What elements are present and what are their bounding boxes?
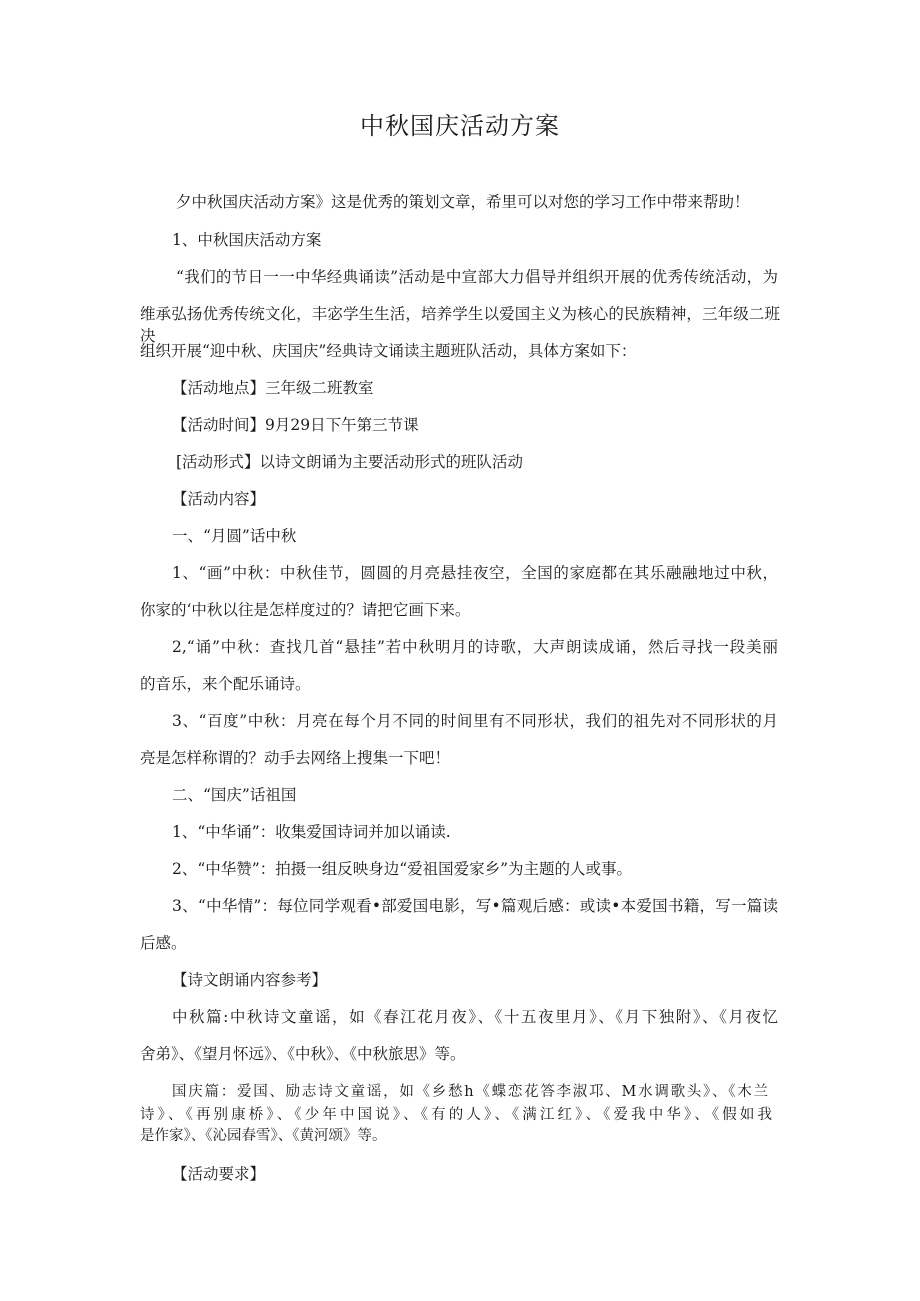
paragraph-line: 1、“画”中秋：中秋佳节，圆圆的月亮悬挂夜空，全国的家庭都在其乐融融地过中秋， — [172, 564, 778, 582]
intro-line: 夕中秋国庆活动方案》这是优秀的策划文章，希里可以对您的学习工作中带来帮助！ — [176, 193, 750, 211]
list-item: 3、“中华情”：每位同学观看•部爱国电影，写•篇观后感：或读•本爱国书籍，写一篇读 — [172, 897, 778, 915]
subsection-heading: 二、“国庆”话祖国 — [172, 786, 297, 804]
list-item: 1、“中华诵”：收集爱国诗词并加以诵读. — [172, 823, 451, 841]
paragraph-line: 中秋篇:中秋诗文童谣，如《春江花月夜》、《十五夜里月》、《月下独附》、《月夜忆 — [172, 1008, 778, 1026]
paragraph-line: 是作家》、《沁园春雪》、《黄河颂》等。 — [140, 1128, 387, 1144]
paragraph-line: “我们的节日一一中华经典诵读”活动是中宣部大力倡导并组织开展的优秀传统活动，为 — [176, 268, 778, 286]
activity-requirements-heading: 【活动要求】 — [172, 1165, 266, 1183]
paragraph-line: 你家的‘中秋以往是怎样度过的？请把它画下来。 — [140, 601, 471, 619]
activity-time: 【活动时间】9月29日下午第三节课 — [172, 416, 419, 434]
paragraph-line: 诗》、《再别康桥》、《少年中国说》、《有的人》、《满江红》、《爱我中华》、《假如我 — [140, 1107, 772, 1123]
activity-location: 【活动地点】三年级二班教室 — [172, 379, 374, 397]
paragraph-line: 的音乐，来个配乐诵诗。 — [140, 675, 311, 693]
paragraph-line: 2,“诵”中秋：查找几首“悬挂”若中秋明月的诗歌，大声朗读成诵，然后寻找一段美丽 — [172, 638, 778, 656]
paragraph-line: 亮是怎样称谓的？动手去网络上搜集一下吧！ — [140, 749, 451, 767]
paragraph-line: 组织开展“迎中秋、庆国庆”经典诗文诵读主题班队活动，具体方案如下： — [140, 342, 637, 360]
activity-format: [活动形式】以诗文朗诵为主要活动形式的班队活动 — [176, 453, 524, 471]
paragraph-line: 后感。 — [140, 934, 187, 952]
activity-content-heading: 【活动内容】 — [172, 490, 266, 508]
section-heading: 1、中秋国庆活动方案 — [172, 231, 322, 249]
list-item: 2、“中华赞”：拍摄一组反映身边“爱祖国爱家乡”为主题的人或事。 — [172, 860, 633, 878]
paragraph-line: 3、“百度”中秋：月亮在每个月不同的时间里有不同形状，我们的祖先对不同形状的月 — [172, 712, 778, 730]
paragraph-line: 国庆篇：爱国、励志诗文童谣，如《乡愁h《蝶恋花答李淑邛、M水调歌头》、《木兰 — [172, 1084, 768, 1100]
document-title: 中秋国庆活动方案 — [360, 112, 560, 140]
subsection-heading: 一、“月圆”话中秋 — [172, 527, 297, 545]
paragraph-line: 维承弘扬优秀传统文化，丰宓学生生活，培养学生以爱国主义为核心的民族精神，三年级二班决 — [140, 305, 780, 345]
reference-heading: 【诗文朗诵内容参考】 — [172, 971, 328, 989]
paragraph-line: 舍弟》、《望月怀远》、《中秋》、《中秋旅思》等。 — [140, 1045, 466, 1063]
